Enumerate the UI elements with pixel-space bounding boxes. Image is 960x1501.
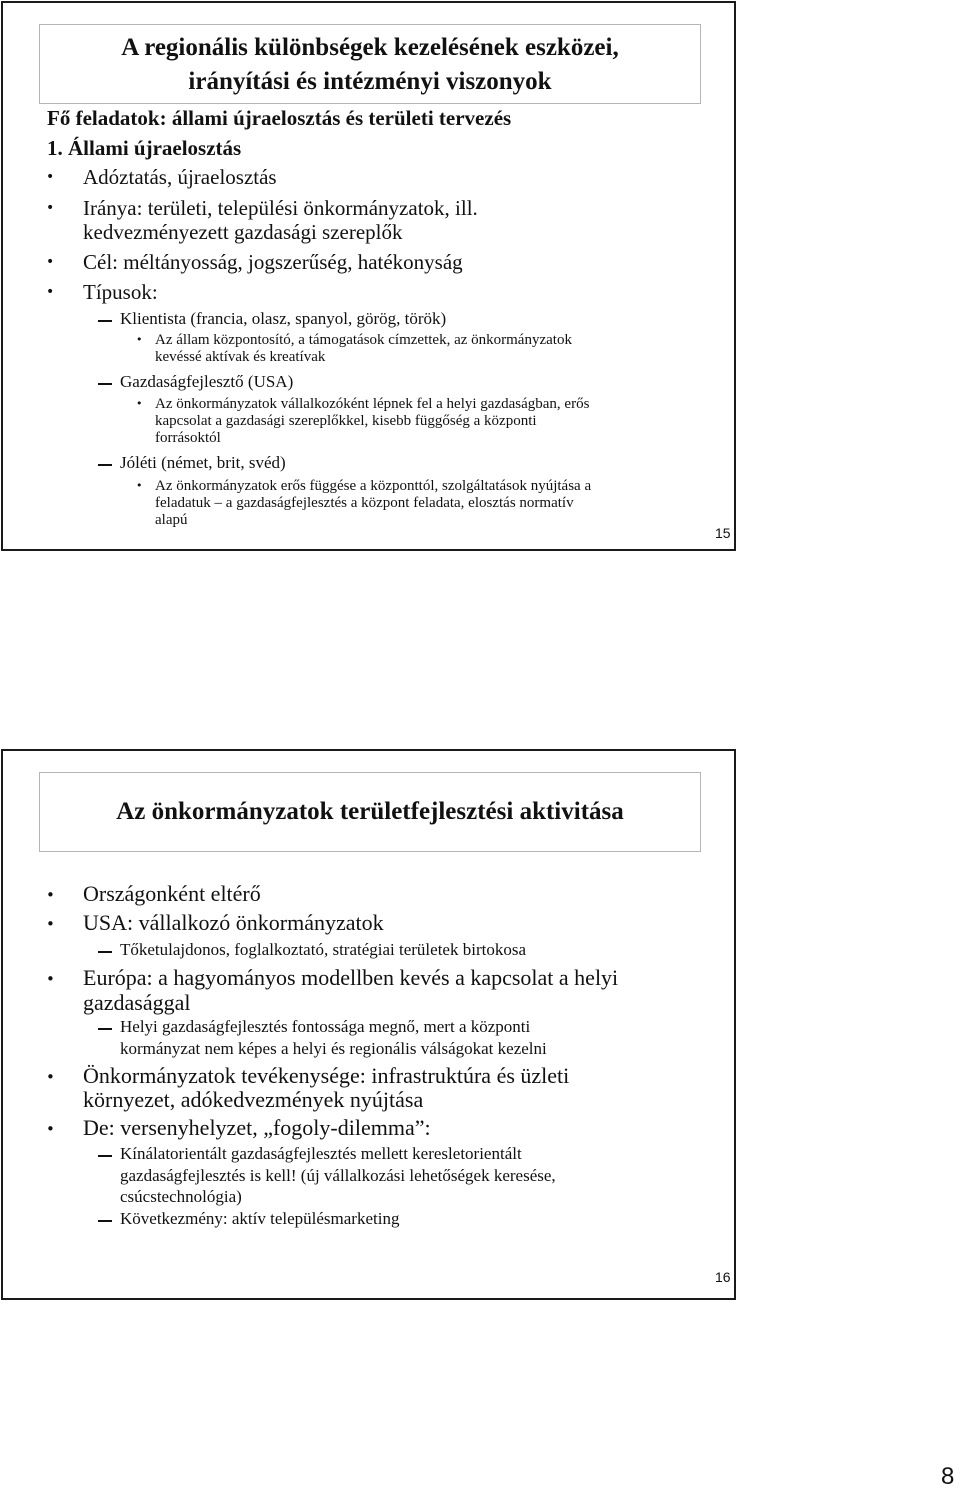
slide-title-box [39,772,701,852]
type-clientist: Klientista (francia, olasz, spanyol, görög, török) [120,309,447,328]
bullet-icon: • [46,886,55,904]
bullet-competition: De: versenyhelyzet, „fogoly-dilemma”: [83,1115,431,1140]
type-economic-development: Gazdaságfejlesztő (USA) [120,372,294,391]
bullet-icon: • [136,397,143,410]
europe-detail-cont: kormányzat nem képes a helyi és regionális válságokat kezelni [120,1039,547,1058]
dash-icon [98,951,112,953]
slide-title-box [39,24,701,104]
heading-state-redistribution: 1. Állami újraelosztás [47,136,242,160]
heading-main-tasks: Fő feladatok: állami újraelosztás és területi tervezés [47,106,512,130]
type-welfare-desc: Az önkormányzatok erős függése a központtól, szolgáltatások nyújtása a [155,478,592,494]
bullet-icon: • [46,915,55,933]
bullet-icon: • [46,1068,55,1086]
bullet-icon: • [46,169,55,185]
bullet-icon: • [46,970,55,988]
bullet-goal: Cél: méltányosság, jogszerűség, hatékonyság [83,250,463,274]
type-economic-desc: Az önkormányzatok vállalkozóként lépnek fel a helyi gazdaságban, erős [155,396,590,412]
type-clientist-desc: Az állam központosító, a támogatások címzettek, az önkormányzatok [155,332,572,348]
europe-detail: Helyi gazdaságfejlesztés fontossága megnő, mert a központi [120,1017,531,1036]
slide-number: 16 [715,1269,731,1285]
slide-title: Az önkormányzatok területfejlesztési aktivitása [116,798,624,825]
page-number: 8 [941,1463,955,1490]
dash-icon [98,1028,112,1030]
bullet-icon: • [46,284,55,300]
bullet-icon: • [46,200,55,216]
bullet-types: Típusok: [83,280,158,304]
consequence: Következmény: aktív településmarketing [120,1209,400,1228]
slide-number: 15 [715,525,731,541]
usa-detail: Tőketulajdonos, foglalkoztató, stratégiai területek birtokosa [120,940,526,959]
bullet-varies-by-country: Országonként eltérő [83,881,261,906]
type-welfare-desc-cont1: feladatuk – a gazdaságfejlesztés a központ feladata, elosztás normatív [155,495,574,511]
bullet-activities: Önkormányzatok tevékenysége: infrastruktúra és üzleti [83,1063,570,1088]
competition-detail-cont2: csúcstechnológia) [120,1187,242,1206]
bullet-taxation: Adóztatás, újraelosztás [83,165,277,189]
slide-15 [1,1,736,551]
slide-16 [1,749,736,1300]
bullet-direction-cont: kedvezményezett gazdasági szereplők [83,220,403,244]
bullet-icon: • [136,333,143,346]
bullet-icon: • [46,1120,55,1138]
bullet-europe-cont: gazdasággal [83,990,191,1015]
dash-icon [98,383,112,385]
bullet-icon: • [136,479,143,492]
slide-title-line-2: irányítási és intézményi viszonyok [188,68,552,95]
dash-icon [98,1155,112,1157]
slide-title-line-1: A regionális különbségek kezelésének eszközei, [121,34,619,61]
competition-detail: Kínálatorientált gazdaságfejlesztés mellett keresletorientált [120,1144,522,1163]
type-clientist-desc-cont: kevéssé aktívak és kreatívak [155,349,326,365]
bullet-activities-cont: környezet, adókedvezmények nyújtása [83,1087,424,1112]
dash-icon [98,320,112,322]
competition-detail-cont1: gazdaságfejlesztés is kell! (új vállalkozási lehetőségek keresése, [120,1166,556,1185]
type-economic-desc-cont2: forrásoktól [155,430,221,446]
type-welfare-desc-cont2: alapú [155,512,188,528]
bullet-icon: • [46,254,55,270]
dash-icon [98,464,112,466]
bullet-direction: Iránya: területi, települési önkormányzatok, ill. [83,196,478,220]
type-economic-desc-cont1: kapcsolat a gazdasági szereplőkkel, kisebb függőség a központi [155,413,537,429]
type-welfare: Jóléti (német, brit, svéd) [120,453,286,472]
bullet-usa: USA: vállalkozó önkormányzatok [83,910,384,935]
bullet-europe: Európa: a hagyományos modellben kevés a kapcsolat a helyi [83,965,619,990]
dash-icon [98,1220,112,1222]
